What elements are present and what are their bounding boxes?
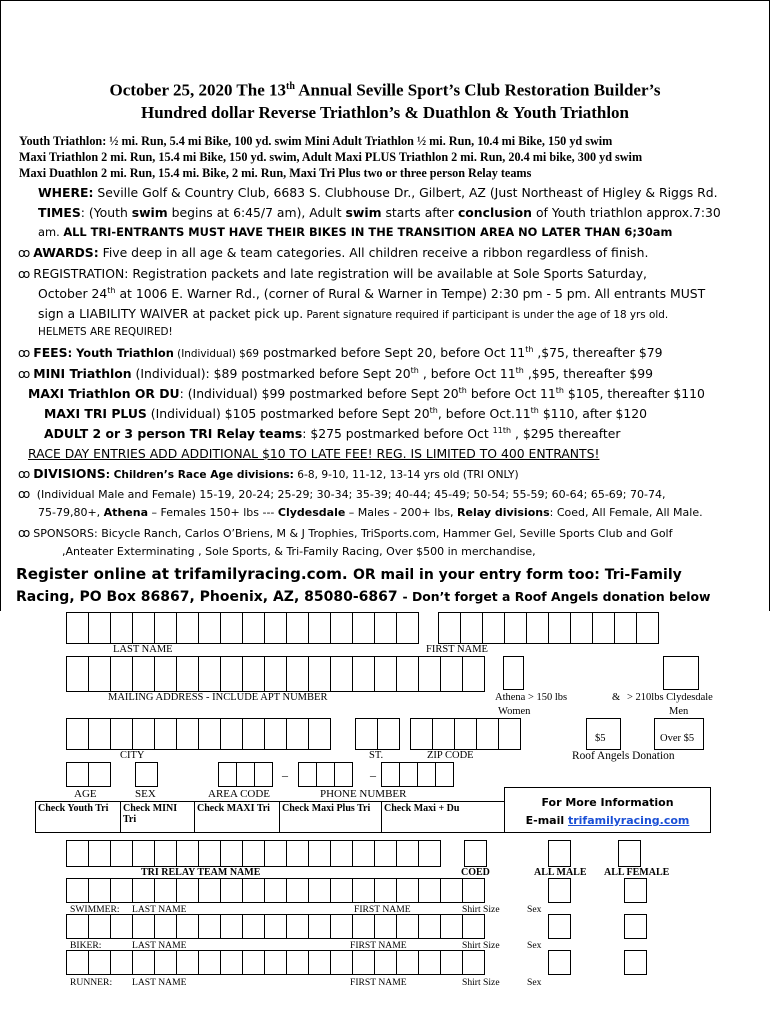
mailing-address-label: MAILING ADDRESS - INCLUDE APT NUMBER	[108, 692, 328, 703]
donation-5-label: $5	[595, 733, 606, 744]
age-label: AGE	[74, 788, 97, 800]
biker-extra-box[interactable]	[624, 914, 647, 939]
phone-dash-1: –	[282, 768, 288, 782]
runner-first-label: FIRST NAME	[350, 977, 407, 988]
biker-sex-label: Sex	[527, 940, 542, 951]
bicycle-icon: ꝏ	[18, 246, 31, 260]
email-link[interactable]: trifamilyracing.com	[567, 814, 690, 827]
first-name-label: FIRST NAME	[426, 644, 488, 655]
first-name-boxes[interactable]	[438, 612, 658, 644]
athena-label: Athena > 150 lbs	[495, 692, 568, 703]
donation-over5-label: Over $5	[660, 733, 695, 744]
all-male-label: ALL MALE	[534, 867, 587, 878]
men-label: Men	[669, 706, 689, 717]
awards-line: ꝏ AWARDS: Five deep in all age & team categories. All children receive a ribbon regardless of finish.	[18, 245, 649, 260]
city-boxes[interactable]	[66, 718, 330, 750]
swimmer-sex-box[interactable]	[548, 878, 571, 903]
women-label: Women	[498, 706, 531, 717]
last-name-label: LAST NAME	[113, 644, 173, 655]
biker-name-boxes[interactable]	[66, 914, 484, 939]
swimmer-sex-label: Sex	[527, 904, 542, 915]
check-mini-tri[interactable]: Check MINI Tri	[120, 801, 195, 833]
bicycle-icon: ꝏ	[18, 526, 31, 540]
times-line-2: am. ALL TRI-ENTRANTS MUST HAVE THEIR BIKES IN THE TRANSITION AREA NO LATER THAN 6;30am	[38, 225, 673, 239]
where-line: WHERE: Seville Golf & Country Club, 6683 S. Clubhouse Dr., Gilbert, AZ (Just Northeast of Higley & Riggs Rd.	[38, 185, 718, 200]
runner-shirt-label: Shirt Size	[462, 977, 500, 988]
runner-last-label: LAST NAME	[132, 977, 187, 988]
more-info-box	[504, 787, 711, 833]
athena-checkbox[interactable]	[503, 656, 524, 690]
more-info-email: E-mail trifamilyracing.com	[525, 814, 690, 827]
city-label: CITY	[120, 750, 145, 761]
zip-label: ZIP CODE	[427, 750, 474, 761]
coed-checkbox[interactable]	[464, 840, 487, 867]
check-maxi-du[interactable]: Check Maxi + Du	[381, 801, 505, 833]
all-male-checkbox[interactable]	[548, 840, 571, 867]
bicycle-icon: ꝏ	[18, 367, 31, 382]
swimmer-label: SWIMMER:	[70, 904, 120, 915]
times-line: TIMES: (Youth swim begins at 6:45/7 am), Adult swim starts after conclusion of Youth triathlon approx.7:30	[38, 205, 721, 220]
roof-angels-label: Roof Angels Donation	[572, 750, 675, 762]
more-info-title: For More Information	[541, 796, 674, 809]
phone-dash-2: –	[370, 768, 376, 782]
biker-sex-box[interactable]	[548, 914, 571, 939]
bicycle-icon: ꝏ	[18, 467, 31, 481]
check-maxi-plus-tri[interactable]: Check Maxi Plus Tri	[279, 801, 382, 833]
runner-label: RUNNER:	[70, 977, 113, 988]
team-name-boxes[interactable]	[66, 840, 440, 867]
all-female-checkbox[interactable]	[618, 840, 641, 867]
sex-box[interactable]	[135, 762, 158, 787]
bicycle-icon: ꝏ	[18, 487, 31, 501]
clydesdale-label: > 210lbs Clydesdale	[627, 692, 713, 703]
coed-label: COED	[461, 867, 490, 878]
biker-last-label: LAST NAME	[132, 940, 187, 951]
all-female-label: ALL FEMALE	[604, 867, 670, 878]
biker-label: BIKER:	[70, 940, 102, 951]
runner-sex-box[interactable]	[548, 950, 571, 975]
swimmer-first-label: FIRST NAME	[354, 904, 411, 915]
swimmer-name-boxes[interactable]	[66, 878, 484, 903]
phone-prefix-boxes[interactable]	[298, 762, 352, 787]
runner-sex-label: Sex	[527, 977, 542, 988]
biker-first-label: FIRST NAME	[350, 940, 407, 951]
amp-label: &	[612, 692, 621, 703]
biker-shirt-label: Shirt Size	[462, 940, 500, 951]
phone-line-boxes[interactable]	[381, 762, 453, 787]
runner-name-boxes[interactable]	[66, 950, 484, 975]
swimmer-extra-box[interactable]	[624, 878, 647, 903]
area-code-label: AREA CODE	[208, 788, 271, 800]
state-boxes[interactable]	[355, 718, 399, 750]
flyer-title: October 25, 2020 The 13th Annual Seville Sport’s Club Restoration Builder’s Hundred dollar Reverse Triathlon’s & Duathlon & Youth Triathlon	[109, 80, 661, 122]
clydesdale-checkbox[interactable]	[663, 656, 699, 690]
bicycle-icon: ꝏ	[18, 267, 31, 281]
team-name-label: TRI RELAY TEAM NAME	[141, 867, 261, 878]
check-youth-tri[interactable]: Check Youth Tri	[35, 801, 121, 833]
runner-extra-box[interactable]	[624, 950, 647, 975]
last-name-boxes[interactable]	[66, 612, 418, 644]
phone-label: PHONE NUMBER	[320, 788, 407, 800]
state-label: ST.	[369, 750, 384, 761]
sex-label: SEX	[135, 788, 156, 800]
check-maxi-tri[interactable]: Check MAXI Tri	[194, 801, 280, 833]
zip-boxes[interactable]	[410, 718, 520, 750]
swimmer-last-label: LAST NAME	[132, 904, 187, 915]
area-code-boxes[interactable]	[218, 762, 272, 787]
age-boxes[interactable]	[66, 762, 110, 787]
mailing-address-boxes[interactable]	[66, 656, 484, 692]
bicycle-icon: ꝏ	[18, 346, 31, 361]
swimmer-shirt-label: Shirt Size	[462, 904, 500, 915]
